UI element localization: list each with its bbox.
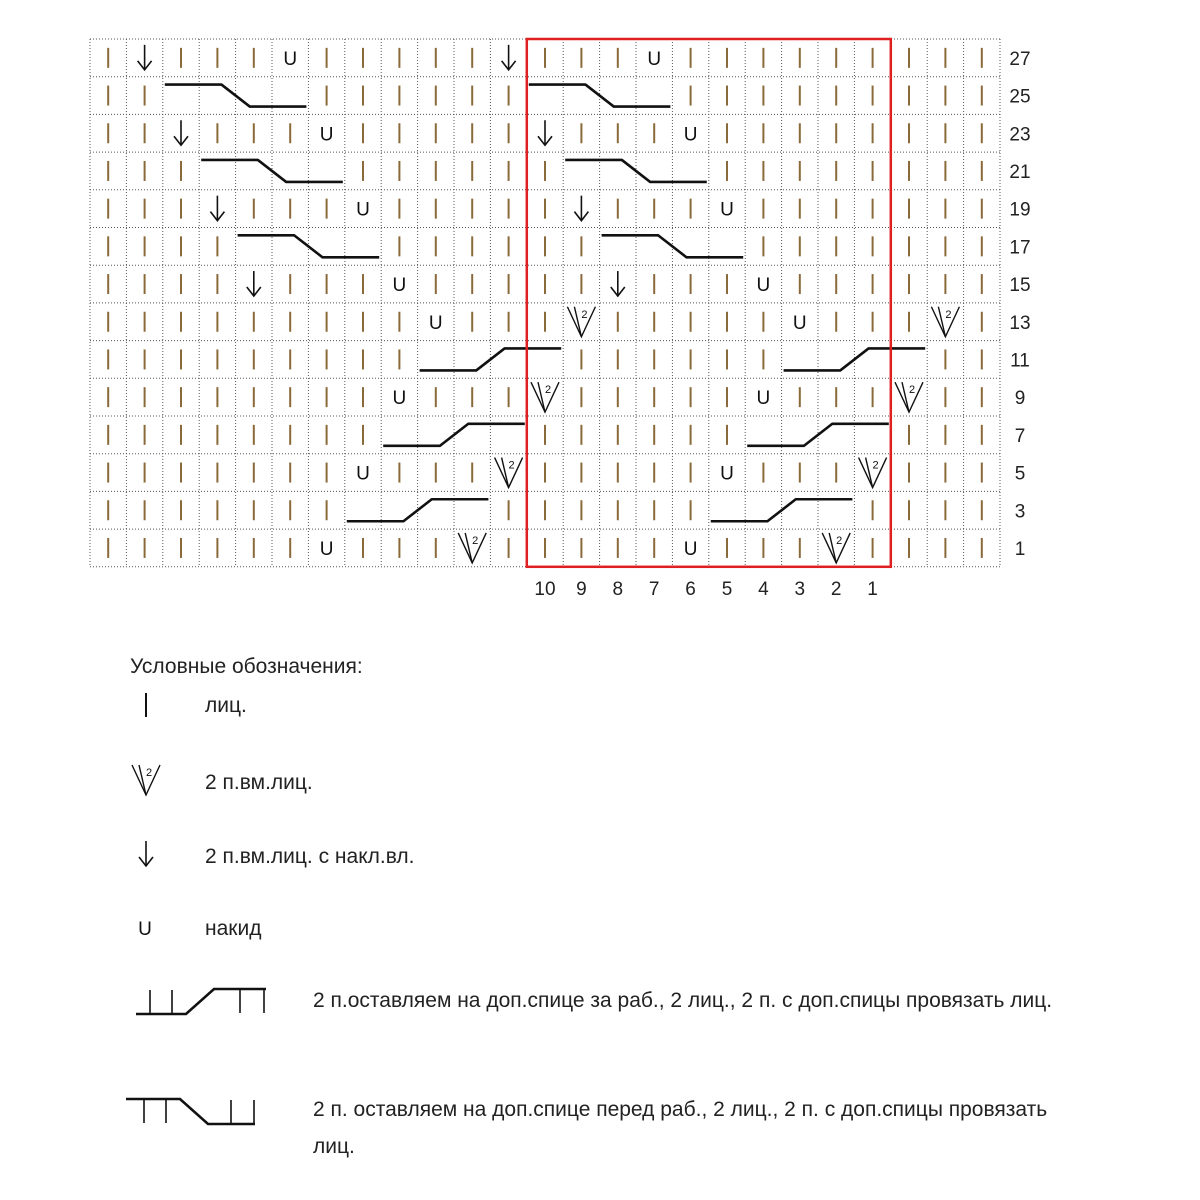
row-label: 19	[1009, 199, 1031, 221]
cable-back-line	[747, 424, 889, 446]
yo-symbol: U	[319, 124, 334, 146]
column-label: 2	[830, 578, 842, 600]
row-label: 7	[1014, 425, 1026, 447]
column-label: 10	[534, 578, 556, 600]
row-label: 27	[1009, 48, 1031, 70]
column-label: 6	[685, 578, 696, 600]
column-label: 5	[721, 578, 733, 600]
k2tog-digit: 2	[945, 308, 952, 321]
column-label: 8	[612, 578, 624, 600]
row-label: 5	[1014, 463, 1026, 485]
k2tog-symbol	[931, 307, 959, 337]
ssk-symbol	[538, 120, 552, 145]
yo-symbol: U	[720, 199, 734, 221]
legend-cable-back-symbol	[136, 989, 266, 1014]
k2tog-symbol	[132, 765, 160, 795]
row-label: 17	[1009, 237, 1031, 259]
k2tog-digit: 2	[872, 459, 879, 472]
k2tog-symbol	[859, 458, 887, 488]
special-stitches	[138, 45, 960, 563]
yo-symbol: U	[720, 463, 734, 485]
column-label: 7	[648, 578, 660, 600]
k2tog-inner-line	[538, 382, 545, 412]
cable-back-line	[347, 499, 489, 521]
yo-symbol: U	[647, 48, 662, 70]
ssk-symbol	[502, 45, 516, 70]
row-label: 3	[1014, 501, 1026, 523]
yo-symbol: U	[683, 538, 698, 560]
k2tog-digit: 2	[544, 384, 552, 397]
column-label: 1	[867, 578, 878, 600]
k2tog-symbol	[822, 533, 850, 563]
k2tog-digit: 2	[836, 534, 843, 547]
cable-front-line	[602, 235, 744, 257]
ssk-symbol	[574, 196, 588, 221]
legend-title: Условные обозначения:	[130, 655, 363, 678]
cable-front-symbol	[238, 235, 380, 257]
row-label: 13	[1009, 312, 1031, 334]
legend-text-k2tog: 2 п.вм.лиц.	[205, 771, 313, 794]
k2tog-digit: 2	[908, 384, 916, 397]
k2tog-inner-line	[902, 382, 909, 412]
cable-back-symbol	[383, 424, 525, 446]
ssk-symbol	[210, 196, 224, 221]
row-label: 25	[1009, 86, 1031, 108]
legend-text-yo: накид	[205, 917, 262, 940]
cable-front-symbol	[201, 160, 343, 182]
ssk-symbol	[611, 271, 625, 296]
column-label: 9	[576, 578, 587, 600]
cable-front-symbol	[565, 160, 707, 182]
k2tog-symbol	[458, 533, 486, 563]
yo-symbol: U	[319, 538, 334, 560]
cable-back-symbol	[747, 424, 889, 446]
legend-text-cable-back: 2 п.оставляем на доп.спице за раб., 2 лиц., 2 п. с доп.спицы провязать лиц.	[313, 989, 1053, 1012]
yo-symbol: U	[356, 463, 370, 485]
k2tog-inner-line	[139, 765, 146, 795]
row-label: 23	[1009, 124, 1031, 146]
k2tog-symbol	[495, 458, 523, 488]
cable-front-line	[238, 235, 380, 257]
legend-cable-front-symbol	[126, 1099, 255, 1124]
chart-grid	[90, 39, 1000, 567]
k2tog-symbol	[567, 307, 595, 337]
yo-symbol: U	[683, 124, 698, 146]
row-labels	[1009, 49, 1030, 560]
cable-front-line	[201, 160, 343, 182]
cable-front-line	[126, 1099, 255, 1124]
cable-back-symbol	[711, 499, 853, 521]
legend-text-knit: лиц.	[205, 694, 247, 717]
yo-symbol: U	[283, 48, 298, 70]
yo-symbol: U	[792, 312, 807, 334]
cable-back-line	[711, 499, 853, 521]
row-label: 1	[1014, 538, 1026, 560]
yo-symbol: U	[392, 388, 407, 410]
ssk-symbol	[138, 45, 152, 70]
cable-front-symbol	[602, 235, 744, 257]
cable-back-line	[136, 989, 266, 1014]
row-label: 21	[1009, 161, 1031, 183]
k2tog-digit: 2	[508, 459, 515, 472]
k2tog-digit: 2	[145, 767, 153, 779]
k2tog-symbol	[895, 382, 923, 412]
legend-symbols	[126, 693, 266, 1124]
column-label: 3	[794, 578, 806, 600]
column-label: 4	[758, 578, 769, 600]
ssk-symbol	[247, 271, 261, 296]
yo-symbol: U	[428, 312, 443, 334]
yo-symbol: U	[756, 388, 771, 410]
row-label: 9	[1014, 388, 1026, 410]
cable-front-line	[565, 160, 707, 182]
yo-symbol: U	[356, 199, 370, 221]
row-label: 15	[1009, 275, 1031, 297]
legend-text-cable-front: 2 п. оставляем на доп.спице перед раб., 2 лиц., 2 п. с доп.спицы провязать лиц.	[313, 1098, 1048, 1158]
yo-symbol: U	[392, 275, 407, 297]
k2tog-digit: 2	[581, 308, 588, 321]
ssk-symbol	[174, 120, 188, 145]
row-label: 11	[1010, 350, 1030, 372]
k2tog-digit: 2	[472, 534, 479, 547]
cable-back-symbol	[347, 499, 489, 521]
k2tog-symbol	[531, 382, 559, 412]
ssk-symbol	[139, 841, 153, 866]
column-labels	[534, 579, 877, 600]
legend-yo-symbol: U	[138, 919, 152, 940]
cable-back-line	[383, 424, 525, 446]
yo-symbol: U	[756, 275, 771, 297]
legend-text-ssk: 2 п.вм.лиц. с накл.вл.	[205, 845, 415, 868]
